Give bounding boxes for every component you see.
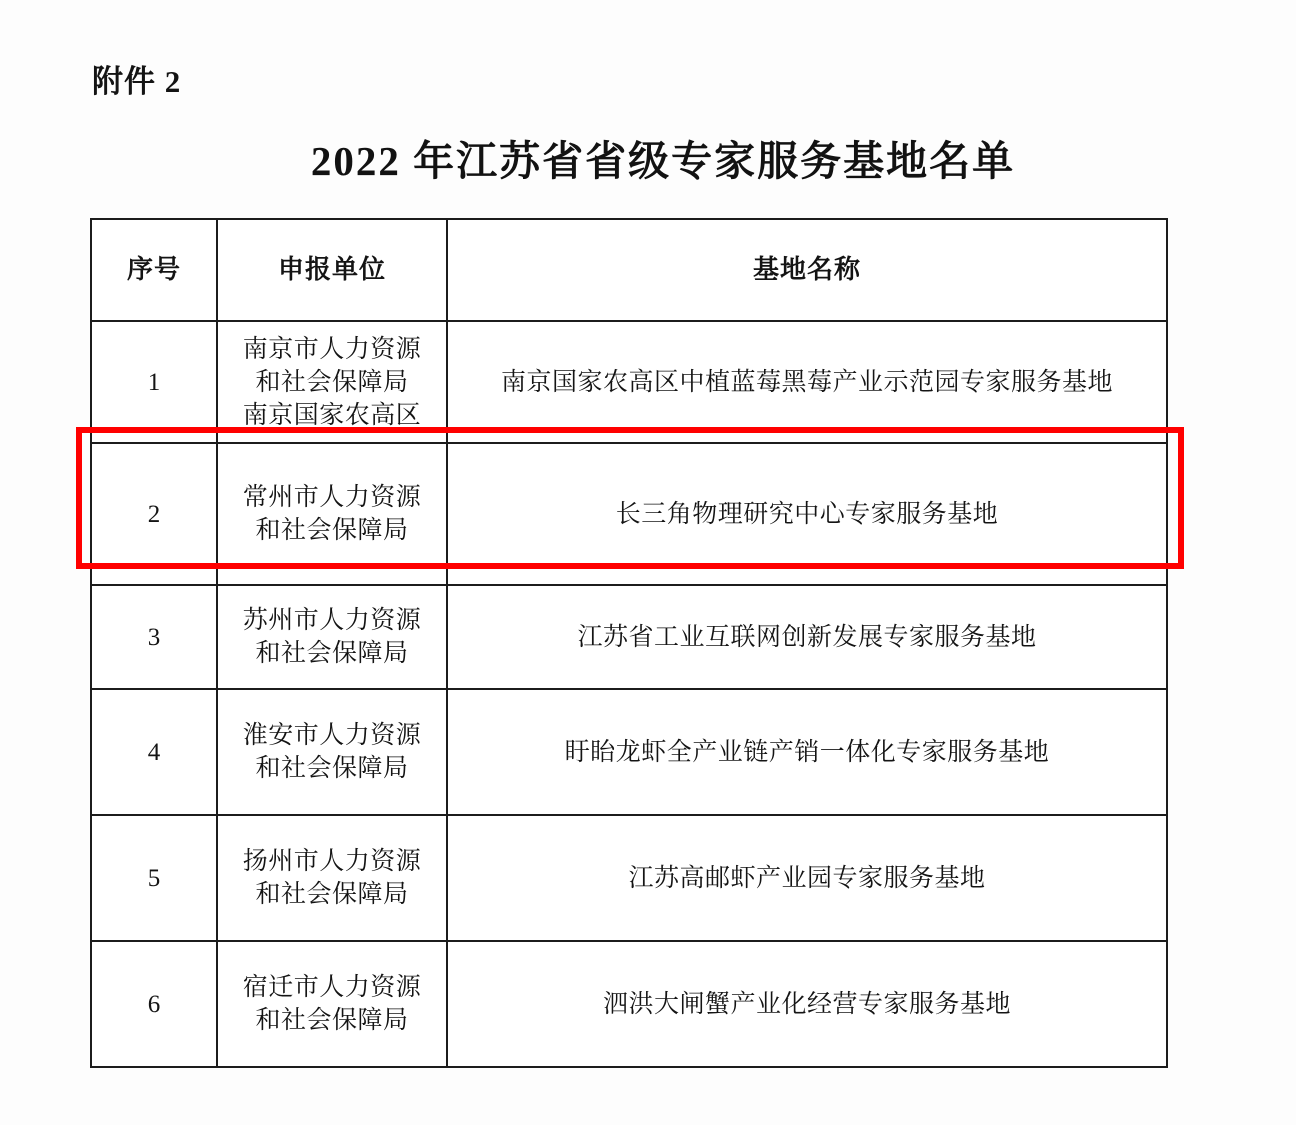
column-header-base-name: 基地名称 xyxy=(447,219,1167,321)
column-header-unit: 申报单位 xyxy=(217,219,447,321)
table-row xyxy=(91,941,1167,1067)
row-unit xyxy=(217,815,447,941)
row-unit-line: 扬州市人力资源 xyxy=(242,848,422,875)
row-unit-line: 南京市人力资源 xyxy=(242,335,422,363)
row-base-name: 泗洪大闸蟹产业化经营专家服务基地 xyxy=(447,941,1167,1067)
row-unit-line: 宿迁市人力资源 xyxy=(242,974,422,1001)
row-unit xyxy=(217,585,447,689)
table-header-row xyxy=(91,219,1167,321)
row-unit-line: 和社会保障局 xyxy=(255,881,409,908)
row-index: 6 xyxy=(91,941,217,1067)
row-unit-line: 和社会保障局 xyxy=(255,517,409,544)
row-unit-line: 和社会保障局 xyxy=(255,368,409,396)
row-unit-line: 常州市人力资源 xyxy=(242,484,422,511)
page-title: 2022 年江苏省省级专家服务基地名单 xyxy=(310,138,1016,184)
table-row xyxy=(91,321,1167,443)
row-unit-line: 南京国家农高区 xyxy=(242,401,422,429)
row-unit-line: 和社会保障局 xyxy=(255,640,409,667)
table-row xyxy=(91,689,1167,815)
row-unit-line: 苏州市人力资源 xyxy=(242,607,422,634)
row-base-name: 江苏省工业互联网创新发展专家服务基地 xyxy=(447,585,1167,689)
table-row xyxy=(91,443,1167,585)
row-base-name: 盱眙龙虾全产业链产销一体化专家服务基地 xyxy=(447,689,1167,815)
row-index: 5 xyxy=(91,815,217,941)
row-index: 4 xyxy=(91,689,217,815)
row-base-name: 江苏高邮虾产业园专家服务基地 xyxy=(447,815,1167,941)
table-row xyxy=(91,585,1167,689)
row-unit-line: 和社会保障局 xyxy=(255,755,409,782)
row-unit xyxy=(217,941,447,1067)
table-row xyxy=(91,815,1167,941)
row-index: 2 xyxy=(91,443,217,585)
expert-service-base-table xyxy=(90,218,1168,1068)
attachment-label: 附件 2 xyxy=(92,64,182,99)
row-base-name: 南京国家农高区中植蓝莓黑莓产业示范园专家服务基地 xyxy=(447,321,1167,443)
row-unit xyxy=(217,689,447,815)
row-unit-line: 淮安市人力资源 xyxy=(242,722,422,749)
row-base-name: 长三角物理研究中心专家服务基地 xyxy=(447,443,1167,585)
column-header-index: 序号 xyxy=(91,219,217,321)
row-unit xyxy=(217,321,447,443)
row-unit xyxy=(217,443,447,585)
row-index: 1 xyxy=(91,321,217,443)
row-index: 3 xyxy=(91,585,217,689)
row-unit-line: 和社会保障局 xyxy=(255,1007,409,1034)
